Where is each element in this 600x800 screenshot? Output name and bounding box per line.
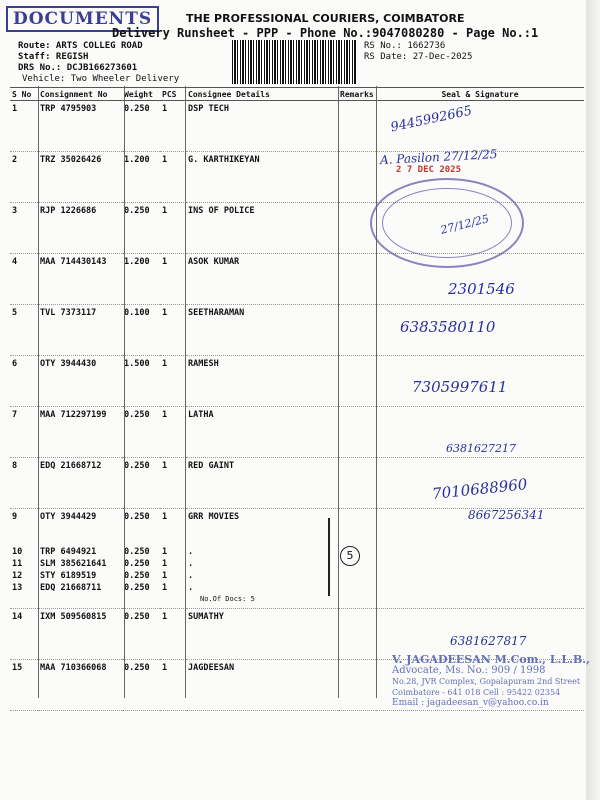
row-pcs: 1: [160, 152, 186, 203]
row-sno: 11: [12, 558, 23, 569]
row-pcs: 1: [160, 101, 186, 152]
table-row: [10, 305, 584, 356]
table-row: [10, 571, 584, 583]
row-sno: 9: [12, 512, 18, 522]
col-pcs: PCS: [160, 88, 186, 101]
date-stamp: 2 7 DEC 2025: [396, 165, 462, 175]
advocate-reg: Advocate, Ms. No.: 909 / 1998: [392, 665, 546, 676]
signature-4: 2301546: [448, 280, 515, 298]
row-sno: 15: [10, 660, 38, 711]
row-pcs: 1: [162, 546, 168, 557]
row-consignee: DSP TECH: [186, 101, 338, 152]
row-weight: 0.250: [124, 558, 150, 569]
row-pcs: 1: [160, 458, 186, 509]
row-sno: 13: [12, 582, 23, 593]
rs-number: RS No.: 1662736: [364, 41, 446, 51]
row-consignment: MAA 714430143: [38, 254, 122, 305]
row-cell: [38, 595, 122, 609]
row-pcs: 1: [160, 305, 186, 356]
advocate-address: No.28, JVR Complex, Gopalapuram 2nd Street: [392, 677, 581, 686]
signature-7: 6381627217: [446, 442, 516, 455]
drs-label: DRS No.: DCJB166273601: [18, 63, 138, 73]
row-remarks: [338, 356, 376, 407]
row-weight: 1.200: [122, 152, 160, 203]
divider: [38, 86, 39, 698]
row-pcs: 1: [162, 512, 168, 522]
row-weight: 0.250: [124, 582, 150, 593]
row-pcs: 1: [160, 203, 186, 254]
row-consignee: LATHA: [186, 407, 338, 458]
advocate-phone: Coimbatore - 641 018 Cell : 95422 02354: [392, 688, 561, 697]
row-weight: 0.250: [124, 546, 150, 557]
row-cell: [338, 595, 376, 609]
row-consignee: ASOK KUMAR: [186, 254, 338, 305]
row-consignee: .: [188, 582, 194, 593]
vehicle-label: Vehicle: Two Wheeler Delivery: [22, 74, 180, 84]
row-weight: 0.250: [124, 570, 150, 581]
row-remarks: [338, 609, 376, 660]
row-weight: 0.250: [122, 101, 160, 152]
group-bracket: [318, 518, 330, 596]
col-weight: Weight: [122, 88, 160, 101]
signature-6: 7305997611: [412, 378, 508, 396]
row-consignment: OTY 3944430: [38, 356, 122, 407]
row-sno: 2: [10, 152, 38, 203]
row-pcs: 1: [160, 609, 186, 660]
rs-date: RS Date: 27-Dec-2025: [364, 52, 473, 62]
col-seal-signature: Seal & Signature: [376, 88, 584, 101]
table-row: [10, 547, 584, 559]
row-remarks: [338, 583, 376, 595]
row-consignment: RJP 1226686: [38, 203, 122, 254]
row-cell: [160, 595, 186, 609]
row-consignee: SEETHARAMAN: [186, 305, 338, 356]
row-pcs: 1: [162, 558, 168, 569]
table-row: [10, 559, 584, 571]
divider: [124, 86, 125, 698]
row-consignment: MAA 712297199: [38, 407, 122, 458]
row-consignee: RAMESH: [186, 356, 338, 407]
col-consignment: Consignment No: [38, 88, 122, 101]
signature-10: 6381627817: [450, 634, 527, 648]
row-remarks: [338, 660, 376, 711]
row-consignee: SUMATHY: [186, 609, 338, 660]
row-weight: 1.200: [122, 254, 160, 305]
row-weight: 0.250: [122, 203, 160, 254]
row-pcs: 1: [160, 660, 186, 711]
signature-2: A. Pasilon 27/12/25: [379, 146, 498, 168]
row-pcs: 1: [160, 407, 186, 458]
table-row: [10, 583, 584, 595]
group-count-circle: 5: [340, 546, 360, 566]
row-sno: 14: [10, 609, 38, 660]
signature-3: 27/12/25: [439, 212, 491, 237]
row-cell: [376, 595, 584, 609]
row-sno: 5: [10, 305, 38, 356]
row-sno: 1: [10, 101, 38, 152]
documents-stamp: DOCUMENTS: [6, 6, 159, 32]
row-consignee: .: [188, 558, 194, 569]
row-consignee: .: [188, 546, 194, 557]
advocate-name: V. JAGADEESAN M.Com., L.L.B.,: [392, 653, 590, 666]
row-consignment: TRZ 35026426: [38, 152, 122, 203]
signature-5: 6383580110: [400, 318, 496, 336]
col-consignee: Consignee Details: [186, 88, 338, 101]
row-pcs: 1: [162, 570, 168, 581]
row-pcs: 1: [160, 254, 186, 305]
row-sno: 6: [10, 356, 38, 407]
row-consignment: EDQ 21668712: [38, 458, 122, 509]
row-sno: 8: [10, 458, 38, 509]
row-sno: 3: [10, 203, 38, 254]
row-weight: 0.250: [122, 609, 160, 660]
row-consignment: SLM 385621641: [40, 558, 107, 569]
row-weight: 0.250: [122, 458, 160, 509]
row-cell: [10, 595, 38, 609]
row-pcs: 1: [160, 356, 186, 407]
row-consignee: .: [188, 570, 194, 581]
row-remarks: [338, 407, 376, 458]
row-weight: 0.250: [122, 407, 160, 458]
row-remarks: [338, 509, 376, 547]
divider: [338, 86, 339, 698]
row-consignment: OTY 3944429: [40, 512, 97, 522]
row-remarks: [338, 254, 376, 305]
row-consignment: TRP 6494921: [40, 546, 97, 557]
row-consignee: GRR MOVIES: [188, 512, 240, 522]
staff-label: Staff: REGISH: [18, 52, 89, 62]
row-consignment: EDQ 21668711: [40, 582, 102, 593]
advocate-email: Email : jagadeesan_v@yahoo.co.in: [392, 698, 549, 708]
divider: [376, 86, 377, 698]
row-consignment: MAA 710366068: [38, 660, 122, 711]
signature-9: 8667256341: [468, 508, 545, 522]
advocate-stamp: [392, 654, 590, 709]
route-label: Route: ARTS COLLEG ROAD: [18, 41, 143, 51]
row-sno: 12: [12, 570, 23, 581]
table-header: [10, 88, 584, 101]
row-consignment: TRP 4795903: [38, 101, 122, 152]
row-remarks: [338, 305, 376, 356]
docs-count-row: [10, 595, 584, 609]
row-remarks: [338, 571, 376, 583]
runsheet-table: [10, 87, 584, 711]
row-sno: 4: [10, 254, 38, 305]
row-signature: [376, 547, 584, 559]
company-title: THE PROFESSIONAL COURIERS, COIMBATORE: [186, 12, 465, 25]
row-remarks: [338, 152, 376, 203]
row-pcs: 1: [162, 582, 168, 593]
col-remarks: Remarks: [338, 88, 376, 101]
row-signature: [376, 583, 584, 595]
row-consignee: RED GAINT: [186, 458, 338, 509]
col-sno: S No: [10, 88, 38, 101]
row-sno: 7: [10, 407, 38, 458]
no-of-docs: No.Of Docs: 5: [186, 595, 338, 609]
row-weight: 0.100: [122, 305, 160, 356]
row-consignment: IXM 509560815: [38, 609, 122, 660]
row-signature: [376, 559, 584, 571]
row-weight: 0.250: [124, 512, 150, 522]
row-cell: [122, 595, 160, 609]
row-consignee: JAGDEESAN: [186, 660, 338, 711]
signature-1: 9445992665: [389, 103, 474, 136]
signature-8: 7010688960: [431, 475, 529, 503]
row-consignment: STY 6189519: [40, 570, 97, 581]
row-consignee: G. KARTHIKEYAN: [186, 152, 338, 203]
row-weight: 1.500: [122, 356, 160, 407]
row-signature: [376, 571, 584, 583]
divider: [185, 86, 186, 698]
runsheet-subtitle: Delivery Runsheet - PPP - Phone No.:9047080280 - Page No.:1: [112, 26, 539, 40]
row-remarks: [338, 101, 376, 152]
barcode: [232, 40, 356, 84]
row-sno: 10: [12, 546, 23, 557]
row-consignee: INS OF POLICE: [186, 203, 338, 254]
row-weight: 0.250: [122, 660, 160, 711]
row-consignment: TVL 7373117: [38, 305, 122, 356]
table-row: [10, 101, 584, 152]
row-remarks: [338, 458, 376, 509]
